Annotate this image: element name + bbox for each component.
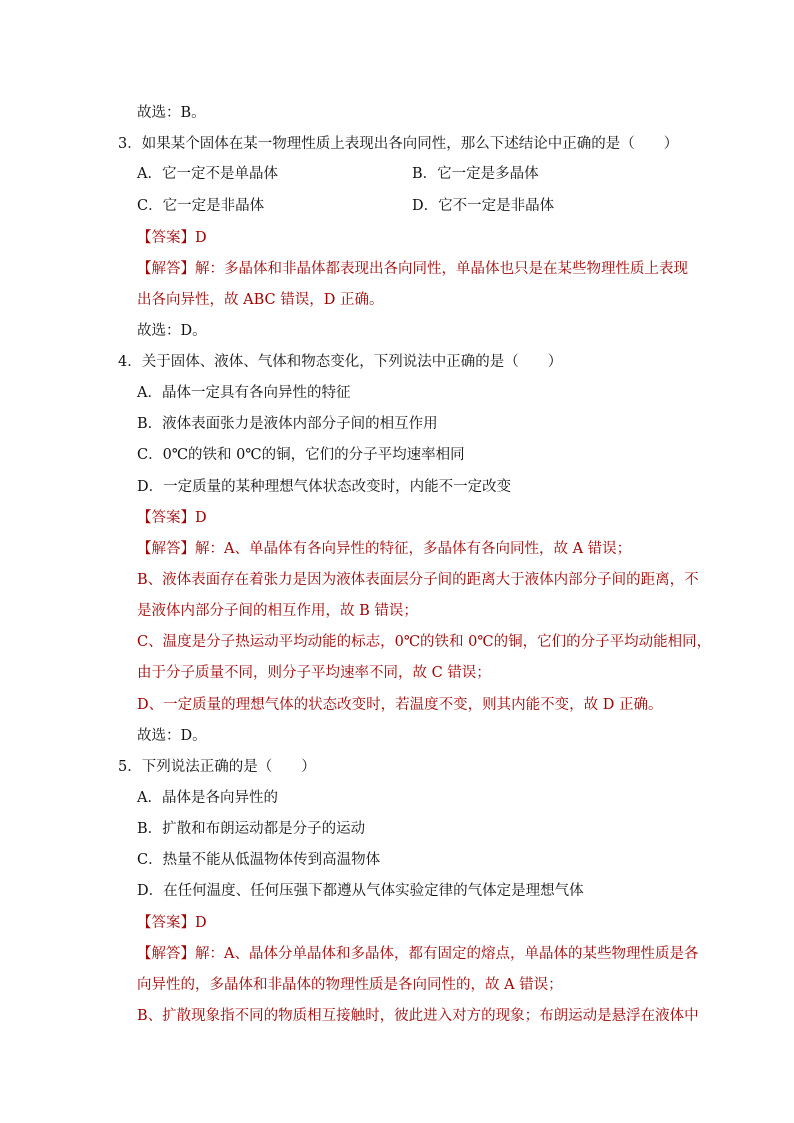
question-4-option-b: B．液体表面张力是液体内部分子间的相互作用 bbox=[137, 416, 438, 432]
question-5-explanation: 向异性的，多晶体和非晶体的物理性质是各向同性的，故 A 错误； bbox=[137, 977, 563, 993]
question-3-explanation: 【解答】解：多晶体和非晶体都表现出各向同性，单晶体也只是在某些物理性质上表现 bbox=[137, 261, 688, 277]
question-4-explanation: C、温度是分子热运动平均动能的标志，0℃的铁和 0℃的铜，它们的分子平均动能相同， bbox=[137, 634, 712, 650]
question-3-explanation: 出各向异性，故 ABC 错误，D 正确。 bbox=[137, 292, 384, 308]
question-3-option-b: B．它一定是多晶体 bbox=[412, 166, 539, 182]
question-4-option-c: C．0℃的铁和 0℃的铜，它们的分子平均速率相同 bbox=[137, 447, 465, 463]
question-4-explanation: 由于分子质量不同，则分子平均速率不同，故 C 错误； bbox=[137, 665, 491, 681]
question-5-explanation: B、扩散现象指不同的物质相互接触时，彼此进入对方的现象；布朗运动是悬浮在液体中 bbox=[137, 1008, 699, 1024]
question-5-option-b: B．扩散和布朗运动都是分子的运动 bbox=[137, 821, 366, 837]
question-5-option-d: D．在任何温度、任何压强下都遵从气体实验定律的气体定是理想气体 bbox=[137, 883, 584, 899]
question-4-explanation: B、液体表面存在着张力是因为液体表面层分子间的距离大于液体内部分子间的距离，不 bbox=[137, 572, 699, 588]
question-5-option-a: A．晶体是各向异性的 bbox=[137, 790, 278, 806]
question-4-explanation: D、一定质量的理想气体的状态改变时，若温度不变，则其内能不变，故 D 正确。 bbox=[137, 697, 663, 713]
final-choice-q4: 故选：D。 bbox=[137, 728, 207, 744]
question-3-answer: 【答案】D bbox=[137, 230, 207, 246]
question-4-option-a: A．晶体一定具有各向异性的特征 bbox=[137, 385, 351, 401]
final-choice-q2: 故选：B。 bbox=[137, 105, 206, 121]
question-3-stem: 3．如果某个固体在某一物理性质上表现出各向同性，那么下述结论中正确的是（ ） bbox=[118, 136, 679, 152]
question-5-stem: 5．下列说法正确的是（ ） bbox=[118, 759, 316, 775]
question-4-explanation: 【解答】解：A、单晶体有各向异性的特征，多晶体有各向同性，故 A 错误； bbox=[137, 541, 632, 557]
question-5-answer: 【答案】D bbox=[137, 915, 207, 931]
question-4-stem: 4．关于固体、液体、气体和物态变化，下列说法中正确的是（ ） bbox=[118, 354, 563, 370]
question-4-answer: 【答案】D bbox=[137, 510, 207, 526]
question-3-option-a: A．它一定不是单晶体 bbox=[137, 166, 278, 182]
question-4-explanation: 是液体内部分子间的相互作用，故 B 错误； bbox=[137, 603, 418, 619]
question-5-explanation: 【解答】解：A、晶体分单晶体和多晶体，都有固定的熔点，单晶体的某些物理性质是各 bbox=[137, 946, 699, 962]
question-3-option-c: C．它一定是非晶体 bbox=[137, 198, 265, 214]
question-5-option-c: C．热量不能从低温物体传到高温物体 bbox=[137, 852, 381, 868]
final-choice-q3: 故选：D。 bbox=[137, 323, 207, 339]
question-3-option-d: D．它不一定是非晶体 bbox=[412, 198, 555, 214]
question-4-option-d: D．一定质量的某种理想气体状态改变时，内能不一定改变 bbox=[137, 479, 512, 495]
